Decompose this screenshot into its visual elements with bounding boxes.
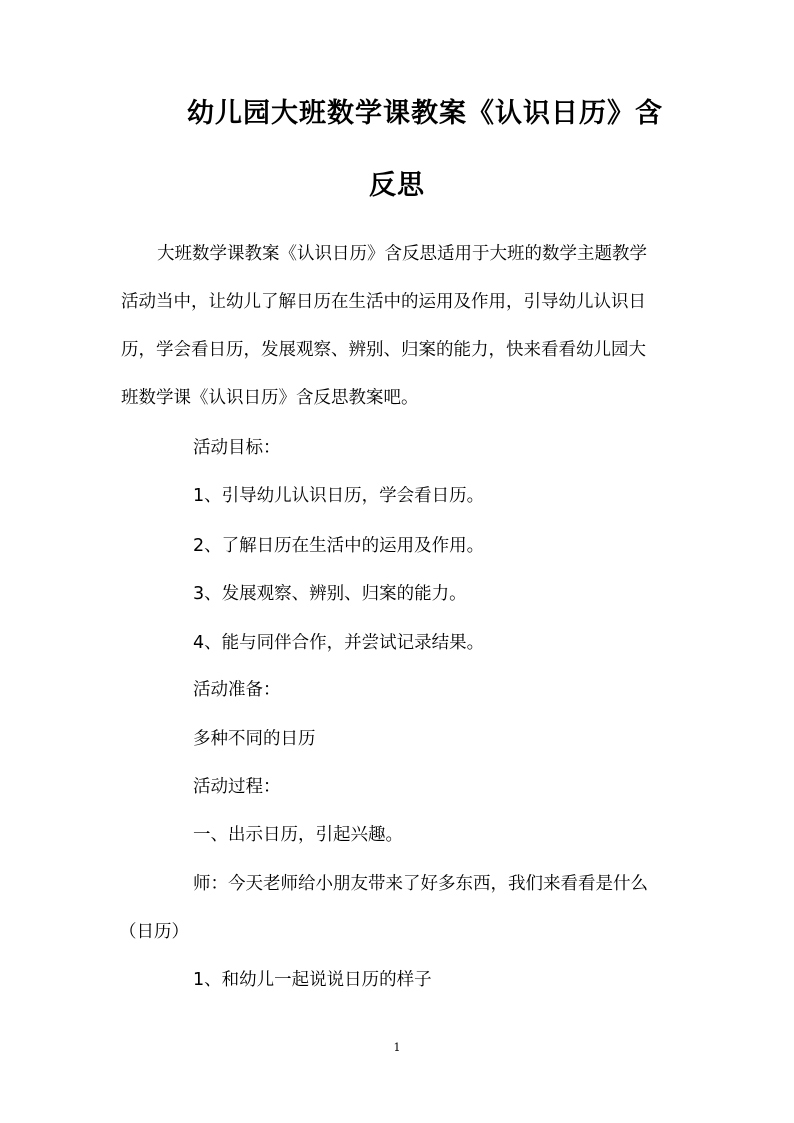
goal-item-1: 1、引导幼儿认识日历，学会看日历。 xyxy=(193,486,485,506)
teacher-line-1: 师：今天老师给小朋友带来了好多东西，我们来看看是什么 xyxy=(193,874,648,894)
process-heading: 活动过程： xyxy=(193,777,281,797)
step-1-heading: 一、出示日历，引起兴趣。 xyxy=(193,825,403,845)
goal-item-3: 3、发展观察、辨别、归案的能力。 xyxy=(193,584,467,604)
prep-text: 多种不同的日历 xyxy=(193,729,316,749)
document-title-line-2: 反思 xyxy=(369,170,425,201)
step-1-item-1: 1、和幼儿一起说说日历的样子 xyxy=(193,970,432,990)
goal-item-2: 2、了解日历在生活中的运用及作用。 xyxy=(193,536,485,556)
prep-heading: 活动准备： xyxy=(193,680,281,700)
intro-line-1: 大班数学课教案《认识日历》含反思适用于大班的数学主题教学 xyxy=(157,244,647,264)
intro-line-4: 班数学课《认识日历》含反思教案吧。 xyxy=(121,388,419,408)
teacher-line-2: （日历） xyxy=(119,922,189,942)
intro-line-3: 历，学会看日历，发展观察、辨别、归案的能力，快来看看幼儿园大 xyxy=(121,340,646,360)
document-title-line-1: 幼儿园大班数学课教案《认识日历》含 xyxy=(187,98,663,129)
goals-heading: 活动目标： xyxy=(193,438,281,458)
goal-item-4: 4、能与同伴合作，并尝试记录结果。 xyxy=(193,633,485,653)
intro-line-2: 活动当中，让幼儿了解日历在生活中的运用及作用，引导幼儿认识日 xyxy=(121,292,646,312)
page-number: 1 xyxy=(393,1041,401,1054)
